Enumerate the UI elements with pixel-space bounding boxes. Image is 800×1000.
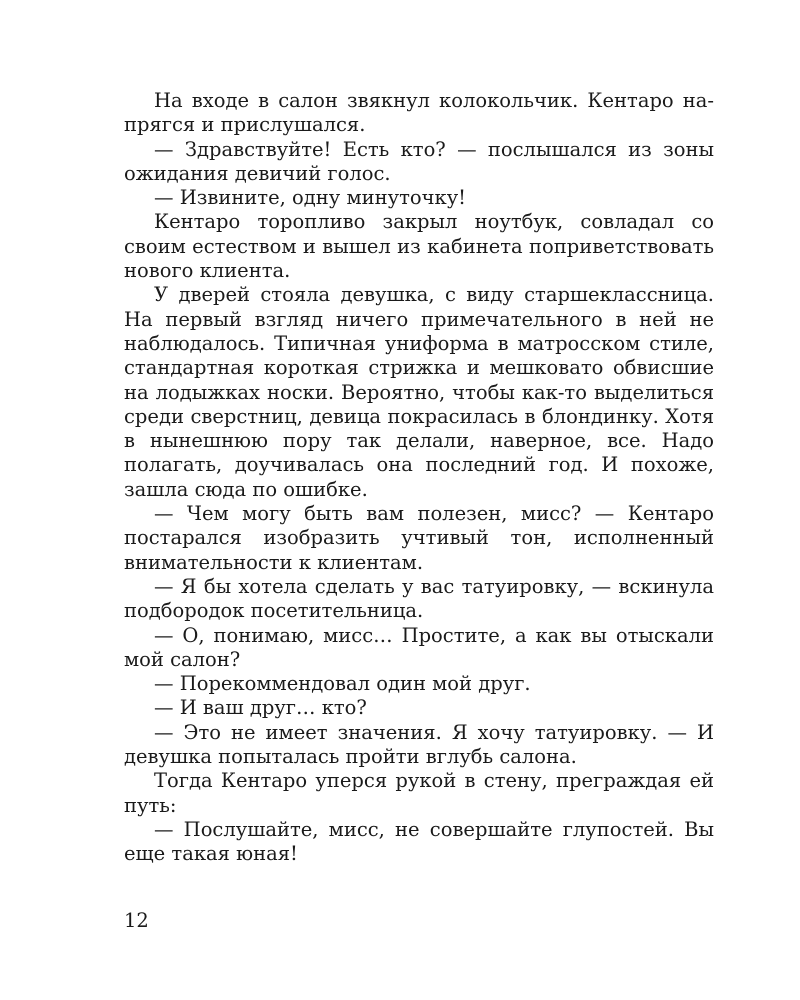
page-body (124, 89, 714, 867)
paragraph: — Порекоммендовал один мой друг. (154, 672, 531, 696)
paragraph: — Здравствуйте! Есть кто? — послышался из зоны ожидания девичий голос. (124, 137, 714, 185)
paragraph: Кентаро торопливо закрыл ноутбук, совладал со своим естеством и вышел из кабинета поприветствовать нового клиента. (124, 210, 714, 283)
paragraph: — Извините, одну минуточку! (154, 186, 466, 210)
paragraph: — Это не имеет значения. Я хочу татуировку. — И девушка попыталась пройти вглубь салона. (124, 720, 714, 769)
paragraph: — И ваш друг… кто? (154, 696, 367, 720)
paragraph: — Я бы хотела сделать у вас татуировку, — вскинула подбородок посетительница. (124, 574, 714, 623)
paragraph: У дверей стояла девушка, с виду старшеклассница. На первый взгляд ничего примечательного в ней не наблюдалось. Типичная униформа в матросском стиле, стандартная короткая стрижка и мешковато обвисшие на лодыжках носки. Вероятно, чтобы как-то выделиться среди сверстниц, девица покрасилась в блондинку. Хотя в нынешнюю пору так делали, наверное, все. Надо полагать, доучивалась она последний год. И похоже, зашла сюда по ошибке. (124, 283, 714, 501)
paragraph: — О, понимаю, мисс… Простите, а как вы отыскали мой салон? (124, 623, 714, 671)
paragraph: На входе в салон звякнул колокольчик. Кентаро напрягся и прислушался. (124, 89, 714, 137)
paragraph: Тогда Кентаро уперся рукой в стену, преграждая ей путь: (124, 769, 714, 817)
page-number: 12 (124, 909, 149, 932)
paragraph: — Послушайте, мисс, не совершайте глупостей. Вы еще такая юная! (124, 817, 714, 866)
paragraph: — Чем могу быть вам полезен, мисс? — Кентаро постарался изобразить учтивый тон, исполненный внимательности к клиентам. (124, 502, 714, 574)
